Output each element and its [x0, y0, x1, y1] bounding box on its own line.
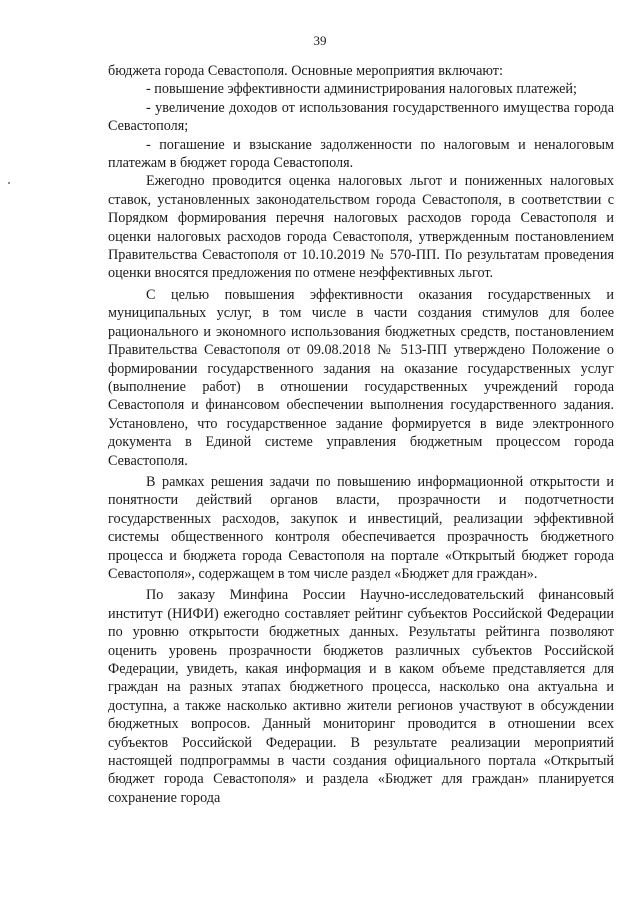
- bullet-item: - повышение эффективности администрирования налоговых платежей;: [146, 81, 577, 98]
- paragraph: По заказу Минфина России Научно-исследовательский финансовый институт (НИФИ) ежегодно составляет рейтинг субъектов Российской Федерации по уровню открытости бюджетных данных. Результаты рейтинга позволяют оценить уровень прозрачности бюджетов различных субъектов Российской Федерации, увидеть, какая информация и в каком объеме представляется для граждан на разных этапах бюджетного процесса, насколько она актуальна и доступна, а также насколько активно жители регионов участвуют в обсуждении бюджетных вопросов. Данный мониторинг проводится в отношении всех субъектов Российской Федерации. В результате реализации мероприятий настоящей подпрограммы в части создания официального портала «Открытый бюджет города Севастополя» и раздела «Бюджет для граждан» планируется сохранение города: [108, 587, 614, 806]
- bullet-item: - увеличение доходов от использования государственного имущества города Севастополя;: [108, 99, 614, 135]
- paragraph: В рамках решения задачи по повышению информационной открытости и понятности действий органов власти, прозрачности и подотчетности государственных расходов, закупок и инвестиций, реализации эффективной системы общественного контроля обеспечивается прозрачность бюджетного процесса и бюджета города Севастополя на портале «Открытый бюджет города Севастополя», содержащем в том числе раздел «Бюджет для граждан».: [108, 473, 614, 582]
- scan-mark: [8, 182, 10, 184]
- paragraph: Ежегодно проводится оценка налоговых льгот и пониженных налоговых ставок, установленных законодательством города Севастополя, в соответствии с Порядком формирования перечня налоговых расходов города Севастополя и оценки налоговых расходов города Севастополя, утвержденным постановлением Правительства Севастополя от 10.10.2019 № 570-ПП. По результатам проведения оценки вносятся предложения по отмене неэффективных льгот.: [108, 173, 614, 282]
- paragraph: бюджета города Севастополя. Основные мероприятия включают:: [108, 63, 503, 79]
- bullet-item: - погашение и взыскание задолженности по налоговым и неналоговым платежам в бюджет города Севастополя.: [108, 136, 614, 172]
- document-body: [108, 62, 614, 807]
- paragraph: С целью повышения эффективности оказания государственных и муниципальных услуг, в том числе в части создания стимулов для более рационального и экономного использования бюджетных средств, постановлением Правительства Севастополя от 09.08.2018 № 513-ПП утверждено Положение о формировании государственного задания на оказание государственных услуг (выполнение работ) в отношении государственных учреждений города Севастополя и финансовом обеспечении выполнения государственного задания. Установлено, что государственное задание формируется в виде электронного документа в Единой системе управления бюджетным процессом города Севастополя.: [108, 286, 614, 469]
- page-number: 39: [313, 33, 327, 48]
